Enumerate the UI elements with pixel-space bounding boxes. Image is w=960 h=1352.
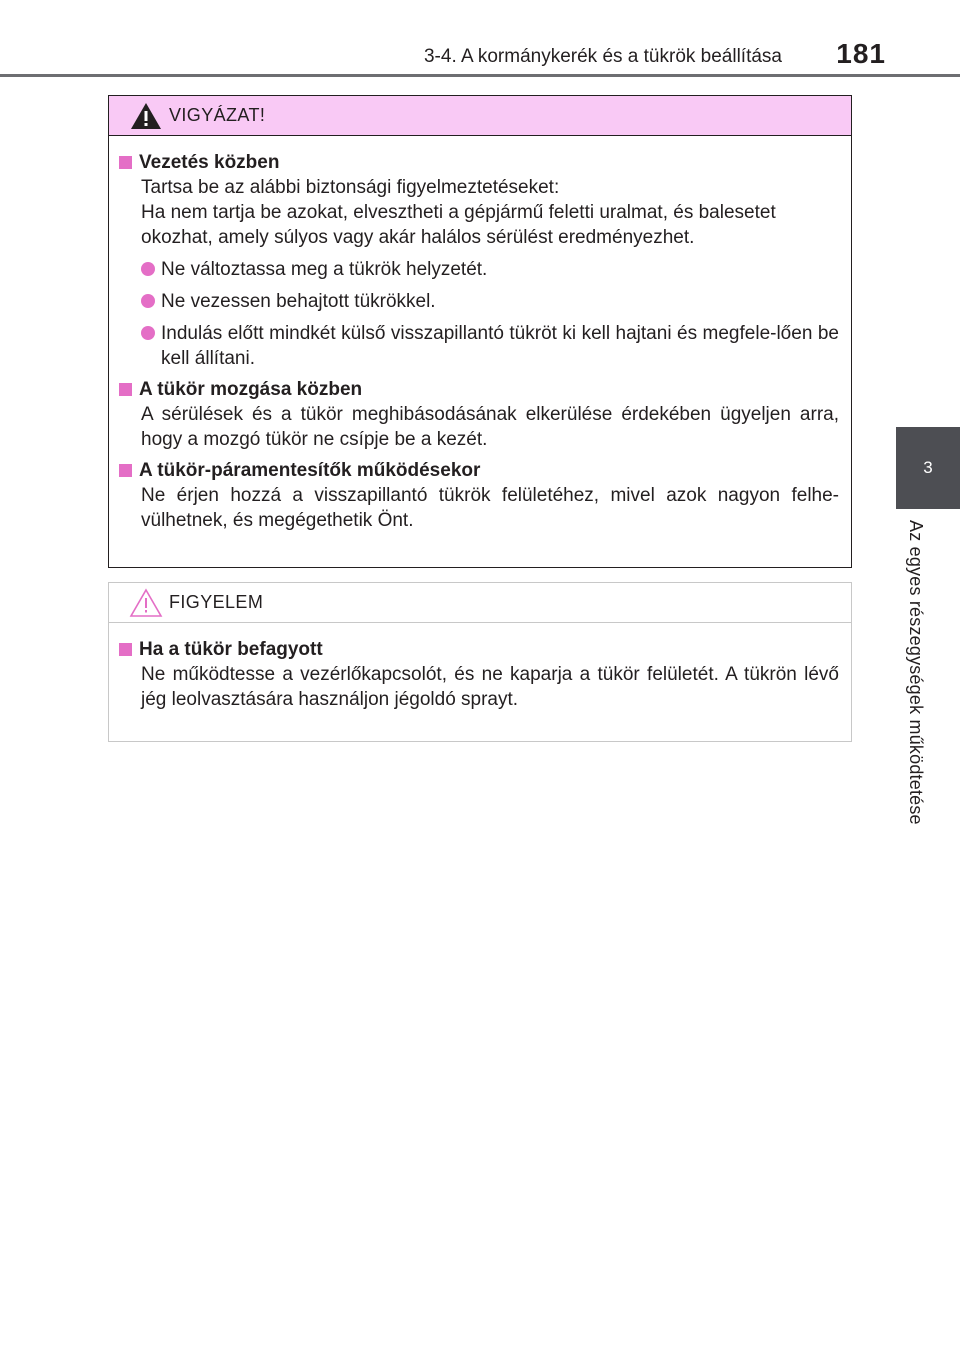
chapter-tab — [896, 427, 960, 509]
square-bullet-icon — [119, 383, 132, 396]
notice-body — [109, 623, 851, 712]
bullet-item — [119, 289, 839, 314]
section-heading — [119, 150, 839, 175]
caution-section-defoggers — [119, 458, 839, 533]
section-text — [119, 662, 839, 712]
section-text — [119, 483, 839, 533]
paragraph: Ne érjen hozzá a visszapillantó tükrök felületéhez, mivel azok nagyon felhe-vülhetnek, és megégethetik Önt. — [141, 485, 839, 531]
caution-section-mirror-moving — [119, 377, 839, 452]
caution-box — [108, 95, 852, 568]
bullet-text: Ne változtassa meg a tükrök helyzetét. — [161, 259, 488, 280]
caution-header — [109, 96, 851, 136]
section-title: A tükör mozgása közben — [139, 379, 363, 400]
notice-header — [109, 583, 851, 623]
notice-section-frozen-mirror — [119, 637, 839, 712]
header-rule — [0, 74, 960, 77]
notice-box — [108, 582, 852, 742]
section-heading — [119, 377, 839, 402]
section-heading — [119, 458, 839, 483]
warning-triangle-icon — [129, 101, 163, 131]
notice-label: FIGYELEM — [169, 592, 264, 612]
circle-bullet-icon — [141, 326, 155, 340]
paragraph: Ne működtesse a vezérlőkapcsolót, és ne kaparja a tükör felületét. A tükrön lévő jég leolvasztására használjon jégoldó sprayt. — [141, 664, 839, 710]
paragraph: Tartsa be az alábbi biztonsági figyelmeztetéseket: — [141, 177, 560, 198]
section-text — [119, 175, 839, 250]
bullet-item — [119, 321, 839, 371]
square-bullet-icon — [119, 643, 132, 656]
caution-section-driving — [119, 150, 839, 371]
caution-label: VIGYÁZAT! — [169, 105, 266, 125]
paragraph: A sérülések és a tükör meghibásodásának elkerülése érdekében ügyeljen arra, hogy a mozgó tükör ne csípje be a kezét. — [141, 404, 839, 450]
bullet-item — [119, 257, 839, 282]
caution-body — [109, 136, 851, 533]
circle-bullet-icon — [141, 262, 155, 276]
warning-triangle-outline-icon — [129, 588, 163, 618]
section-title: A tükör-páramentesítők működésekor — [139, 460, 481, 481]
section-title: Ha a tükör befagyott — [139, 639, 323, 660]
section-heading — [119, 637, 839, 662]
header-title: 3-4. A kormánykerék és a tükrök beállítása — [423, 46, 782, 67]
chapter-number: 3 — [923, 458, 933, 477]
section-title: Vezetés közben — [139, 152, 280, 173]
square-bullet-icon — [119, 156, 132, 169]
bullet-text: Indulás előtt mindkét külső visszapillantó tükröt ki kell hajtani és megfele-lően be kell állítani. — [161, 323, 839, 369]
square-bullet-icon — [119, 464, 132, 477]
page-number: 181 — [836, 38, 886, 69]
bullet-text: Ne vezessen behajtott tükrökkel. — [161, 291, 436, 312]
paragraph: Ha nem tartja be azokat, elvesztheti a gépjármű feletti uralmat, és balesetet okozhat, amely súlyos vagy akár halálos sérülést eredményezhet. — [141, 202, 776, 248]
chapter-label: Az egyes részegységek működtetése — [906, 520, 926, 825]
section-text — [119, 402, 839, 452]
circle-bullet-icon — [141, 294, 155, 308]
